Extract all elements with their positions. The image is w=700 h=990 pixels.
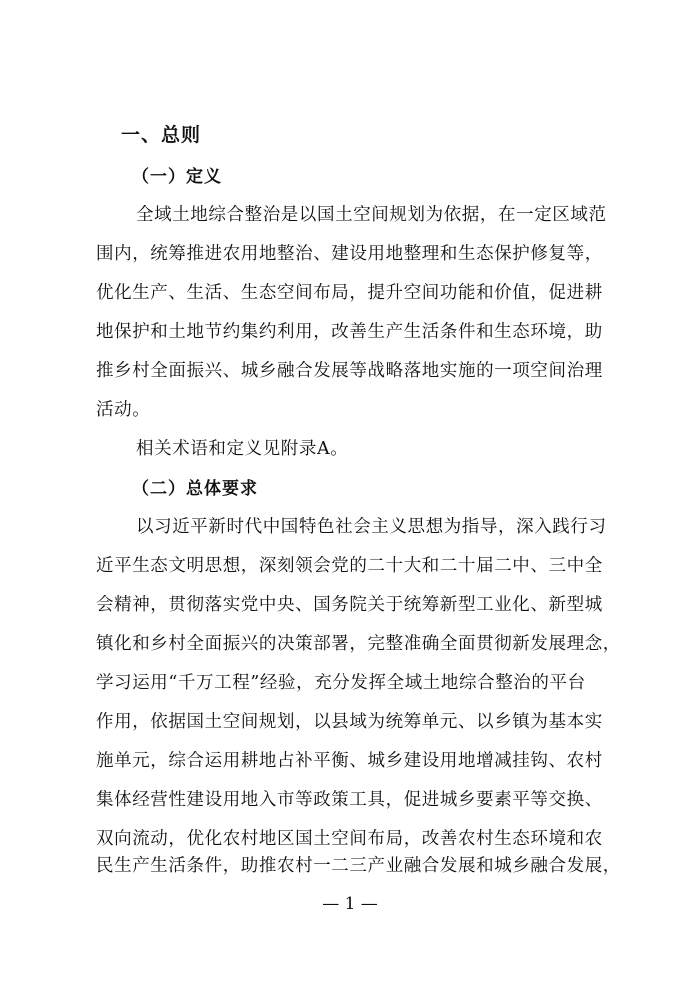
page-number: — 1 — bbox=[322, 894, 378, 914]
paragraph-line: 全域土地综合整治是以国土空间规划为依据，在一定区域范 bbox=[136, 205, 607, 225]
paragraph-line: 会精神，贯彻落实党中央、国务院关于统筹新型工业化、新型城 bbox=[96, 595, 603, 615]
paragraph-line: 镇化和乡村全面振兴的决策部署，完整准确全面贯彻新发展理念， bbox=[96, 634, 621, 654]
paragraph-line: 学习运用“千万工程”经验，充分发挥全域土地综合整治的平台 bbox=[96, 673, 586, 693]
paragraph-line: 施单元，综合运用耕地占补平衡、城乡建设用地增减挂钩、农村 bbox=[96, 751, 603, 771]
paragraph-line: 近平生态文明思想，深刻领会党的二十大和二十届二中、三中全 bbox=[96, 556, 603, 576]
paragraph-line: 集体经营性建设用地入市等政策工具，促进城乡要素平等交换、 bbox=[96, 790, 603, 810]
paragraph-line: 围内，统筹推进农用地整治、建设用地整理和生态保护修复等， bbox=[96, 244, 603, 264]
paragraph-line: 优化生产、生活、生态空间布局，提升空间功能和价值，促进耕 bbox=[96, 283, 603, 303]
paragraph-line: 推乡村全面振兴、城乡融合发展等战略落地实施的一项空间治理 bbox=[96, 361, 603, 381]
subsection-heading-requirements: （二）总体要求 bbox=[132, 479, 258, 499]
paragraph-line: 活动。 bbox=[96, 400, 151, 420]
paragraph-line: 民生产生活条件，助推农村一二三产业融合发展和城乡融合发展， bbox=[96, 856, 621, 876]
subsection-heading-definition: （一）定义 bbox=[132, 167, 222, 187]
paragraph-line: 作用，依据国土空间规划，以县域为统筹单元、以乡镇为基本实 bbox=[96, 712, 603, 732]
paragraph-line: 双向流动，优化农村地区国土空间布局，改善农村生态环境和农 bbox=[96, 829, 603, 849]
section-heading: 一、总则 bbox=[121, 124, 202, 146]
appendix-reference: 相关术语和定义见附录A。 bbox=[136, 439, 349, 459]
paragraph-line: 以习近平新时代中国特色社会主义思想为指导，深入践行习 bbox=[136, 517, 607, 537]
paragraph-line: 地保护和土地节约集约利用，改善生产生活条件和生态环境，助 bbox=[96, 322, 603, 342]
